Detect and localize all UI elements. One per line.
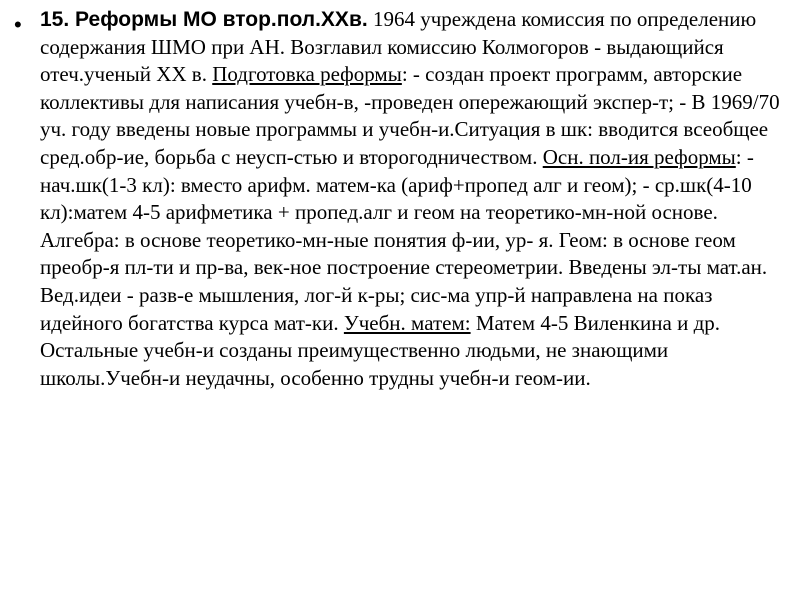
underlined-subheading: Осн. пол-ия реформы (542, 144, 736, 169)
bullet-marker: • (14, 12, 22, 37)
text-segment: : - создан проект программ, авторские коллективы для написания учебн-в, -проведен опережающий экспер-т; - В 1969/70 уч. году введены новые программы и учебн-и.Ситуация в шк: вводится всеобщее сред.обр-ие, борьба с неусп-стью и второгодничеством. (40, 62, 780, 169)
underlined-subheading: Учебн. матем: (343, 310, 471, 335)
underlined-subheading: Подготовка реформы (212, 62, 402, 87)
text-segment: Матем 4-5 Виленкина и др. Остальные учебн-и созданы преимущественно людьми, не знающими школы.Учебн-и неудачны, особенно трудны учебн-и геом-ии. (40, 310, 721, 390)
slide-body-text (40, 6, 792, 392)
text-segment: 1964 учреждена комиссия по определению содержания ШМО при АН. Возглавил комиссию Колмогоров - выдающийся отеч.ученый XX в. (40, 7, 757, 87)
slide-heading: 15. Реформы МО втор.пол.XXв. (40, 8, 368, 31)
text-segment: : - нач.шк(1-3 кл): вместо арифм. матем-ка (ариф+пропед алг и геом); - ср.шк(4-10 кл):матем 4-5 арифметика + пропед.алг и геом на теоретико-мн-ной основе. Алгебра: в основе теоретико-мн-ные понятия ф-ии, ур- я. Геом: в основе геом преобр-я пл-ти и пр-ва, век-ное построение стереометрии. Введены эл-ты мат.ан. Вед.идеи - разв-е мышления, лог-й к-ры; сис-ма упр-й направлена на показ идейного богатства курса мат-ки. (40, 144, 768, 335)
